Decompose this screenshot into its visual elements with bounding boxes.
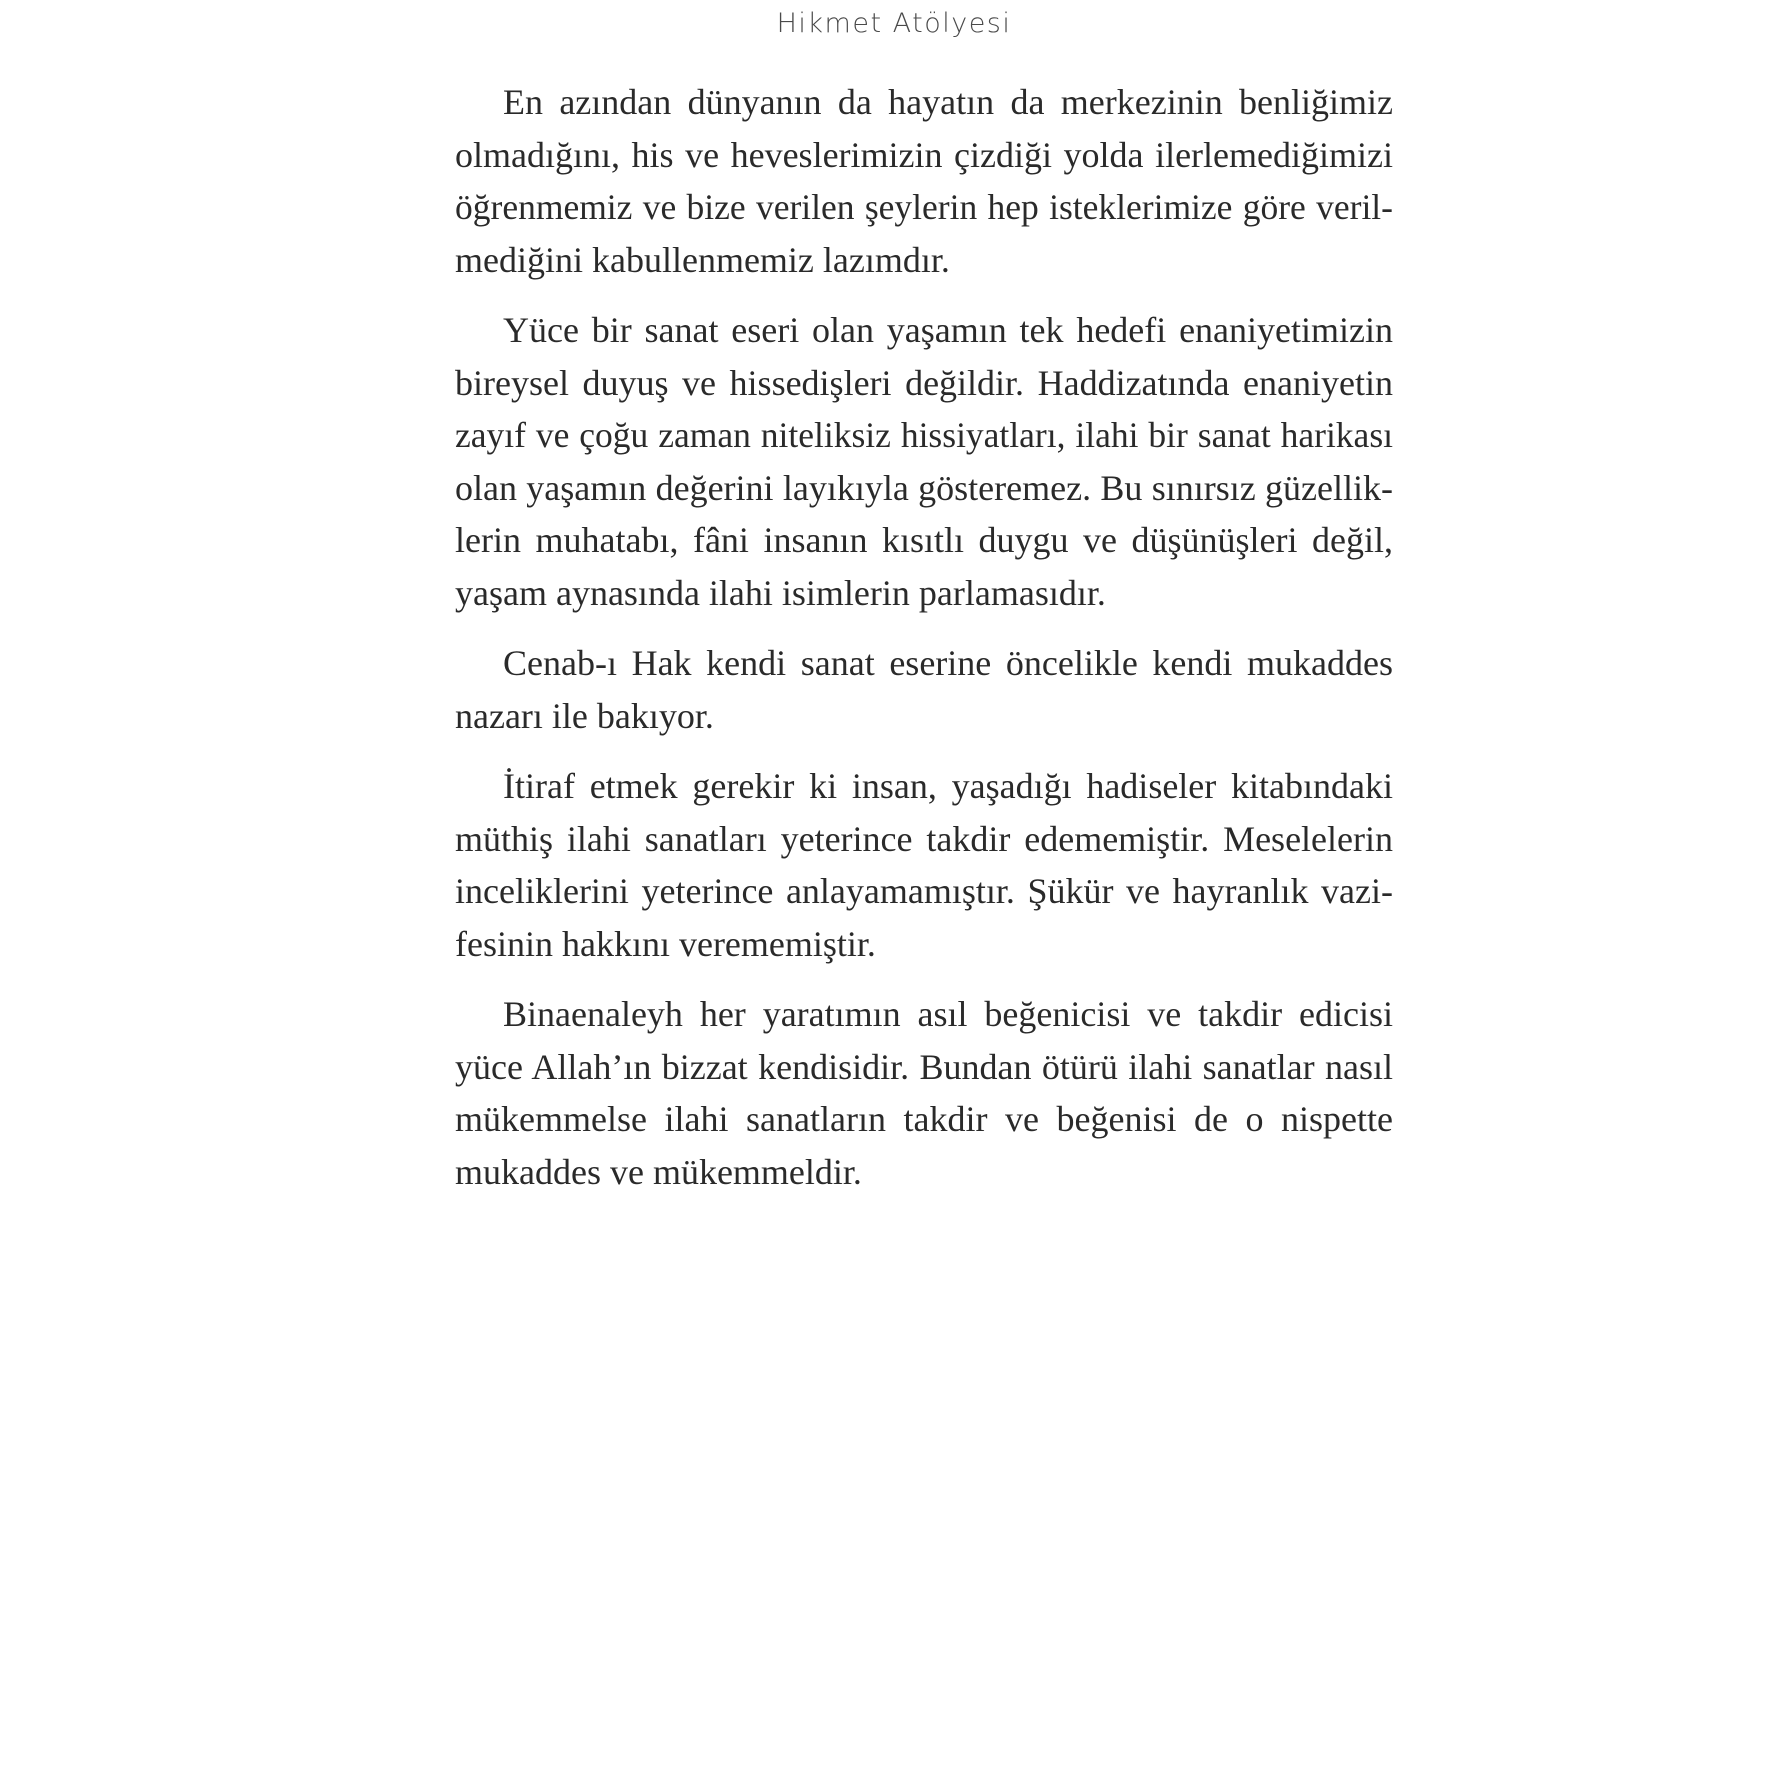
text-line [455, 760, 1393, 813]
line-text: Binaenaleyh her yaratımın asıl beğenicisi ve takdir edicisi [503, 994, 1393, 1034]
line-text: zayıf ve çoğu zaman niteliksiz hissiyatları, ilahi bir sanat harikası [455, 415, 1393, 455]
line-text: fesinin hakkını verememiştir. [455, 923, 876, 964]
line-text: inceliklerini yeterince anlayamamıştır. Şükür ve hayranlık vazi- [455, 871, 1393, 911]
line-text: mükemmelse ilahi sanatların takdir ve beğenisi de o nispette [455, 1099, 1393, 1139]
paragraph-5 [455, 988, 1393, 1198]
line-text: bireysel duyuş ve hissedişleri değildir. Haddizatında enaniyetin [455, 362, 1393, 403]
text-line [455, 988, 1393, 1041]
text-line [455, 234, 1393, 287]
line-text: Cenab-ı Hak kendi sanat eserine öncelikle kendi mukaddes [503, 643, 1393, 683]
text-line [455, 865, 1393, 918]
line-text: En azından dünyanın da hayatın da merkezinin benliğimiz [503, 82, 1393, 122]
text-line [455, 813, 1393, 866]
paragraph-2 [455, 304, 1393, 619]
text-line [455, 129, 1393, 182]
text-line [455, 1041, 1393, 1094]
text-line [455, 1146, 1393, 1199]
paragraph-4 [455, 760, 1393, 970]
line-text: mediğini kabullenmemiz lazımdır. [455, 239, 950, 280]
text-line [455, 462, 1393, 515]
text-line [455, 567, 1393, 620]
line-text: öğrenmemiz ve bize verilen şeylerin hep isteklerimize göre veril- [455, 187, 1393, 227]
line-text: olan yaşamın değerini layıkıyla gösteremez. Bu sınırsız güzellik- [455, 467, 1393, 508]
text-line [455, 918, 1393, 971]
line-text: yüce Allah’ın bizzat kendisidir. Bundan ötürü ilahi sanatlar nasıl [455, 1046, 1393, 1087]
text-line [455, 304, 1393, 357]
body-text [455, 76, 1393, 1216]
line-text: Yüce bir sanat eseri olan yaşamın tek hedefi enaniyetimizin [503, 310, 1393, 350]
text-line [455, 181, 1393, 234]
text-line [455, 514, 1393, 567]
running-header: Hikmet Atölyesi [776, 8, 1012, 39]
text-line [455, 409, 1393, 462]
line-text: lerin muhatabı, fâni insanın kısıtlı duygu ve düşünüşleri değil, [455, 520, 1393, 560]
text-line [455, 357, 1393, 410]
text-line [455, 690, 1393, 743]
line-text: mukaddes ve mükemmeldir. [455, 1151, 862, 1192]
paragraph-3 [455, 637, 1393, 742]
line-text: müthiş ilahi sanatları yeterince takdir edememiştir. Meselelerin [455, 818, 1393, 859]
paragraph-1 [455, 76, 1393, 286]
line-text: olmadığını, his ve heveslerimizin çizdiği yolda ilerlemediğimizi [455, 134, 1393, 175]
text-line [455, 1093, 1393, 1146]
line-text: nazarı ile bakıyor. [455, 695, 714, 736]
text-line [455, 637, 1393, 690]
text-line [455, 76, 1393, 129]
line-text: yaşam aynasında ilahi isimlerin parlamasıdır. [455, 572, 1106, 613]
line-text: İtiraf etmek gerekir ki insan, yaşadığı hadiseler kitabındaki [503, 766, 1393, 806]
